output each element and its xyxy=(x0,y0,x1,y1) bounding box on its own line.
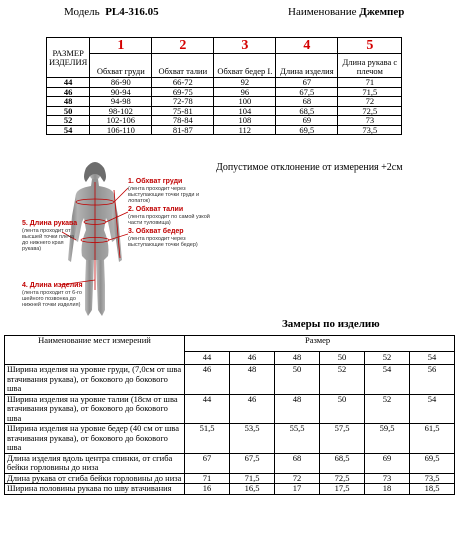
callout-title: 4. Длина изделия xyxy=(22,282,83,289)
size-cell: 52 xyxy=(47,116,90,126)
size-cell: 46 xyxy=(47,87,90,97)
value-cell: 100 xyxy=(214,97,276,107)
measurement-value: 18,5 xyxy=(410,484,455,495)
callout-chest xyxy=(128,178,213,204)
callout-text: (лента проходит от 6-го шейного позвонка до нижней точки изделия) xyxy=(22,289,82,308)
measurement-name: Длина рукава от сгиба бейки горловины до низа xyxy=(5,473,185,484)
measurement-value: 61,5 xyxy=(410,424,455,454)
measurement-value: 46 xyxy=(185,365,230,395)
col-header: Обхват груди xyxy=(90,54,152,78)
size-label: 52 xyxy=(365,352,410,365)
model-label: Модель xyxy=(64,6,100,18)
size-row xyxy=(47,78,402,88)
size-cell: 54 xyxy=(47,125,90,135)
size-label: 54 xyxy=(410,352,455,365)
measurement-value: 52 xyxy=(365,394,410,424)
value-cell: 69 xyxy=(276,116,338,126)
value-cell: 69-75 xyxy=(152,87,214,97)
measurement-value: 72,5 xyxy=(320,473,365,484)
measurement-value: 72 xyxy=(275,473,320,484)
value-cell: 66-72 xyxy=(152,78,214,88)
col-header: Длина изделия xyxy=(276,54,338,78)
value-cell: 75-81 xyxy=(152,106,214,116)
measurement-value: 18 xyxy=(365,484,410,495)
measurement-value: 53,5 xyxy=(230,424,275,454)
measurement-value: 73,5 xyxy=(410,473,455,484)
value-cell: 68 xyxy=(276,97,338,107)
measurements-title: Замеры по изделию xyxy=(282,318,380,330)
callout-text: (лента проходит от высшей точки плеча до нижнего края рукава) xyxy=(22,227,74,252)
callout-title: 1. Обхват груди xyxy=(128,178,183,185)
measurement-value: 51,5 xyxy=(185,424,230,454)
size-row xyxy=(47,116,402,126)
callout-sleeve xyxy=(22,220,80,252)
measurement-value: 50 xyxy=(275,365,320,395)
size-chart-table xyxy=(46,37,402,135)
callout-title: 5. Длина рукава xyxy=(22,220,78,227)
col-number: 3 xyxy=(214,38,276,54)
measurement-value: 57,5 xyxy=(320,424,365,454)
value-cell: 102-106 xyxy=(90,116,152,126)
value-cell: 71,5 xyxy=(338,87,402,97)
callout-length xyxy=(22,282,94,308)
value-cell: 90-94 xyxy=(90,87,152,97)
value-cell: 72 xyxy=(338,97,402,107)
measurement-row xyxy=(5,473,455,484)
callout-text: (лента проходит через выступающие точки груди и лопаток) xyxy=(128,185,200,204)
size-label: 44 xyxy=(185,352,230,365)
value-cell: 96 xyxy=(214,87,276,97)
measurement-value: 68,5 xyxy=(320,453,365,473)
measurement-value: 44 xyxy=(185,394,230,424)
value-cell: 108 xyxy=(214,116,276,126)
col-number: 1 xyxy=(90,38,152,54)
measurement-value: 69 xyxy=(365,453,410,473)
measurement-row xyxy=(5,365,455,395)
value-cell: 106-110 xyxy=(90,125,152,135)
measurement-name: Ширина изделия на уровне груди, (7,0см от шва втачивания рукава), от бокового до бокового шва xyxy=(5,365,185,395)
value-cell: 78-84 xyxy=(152,116,214,126)
measurement-figure xyxy=(0,160,215,320)
size-cell: 48 xyxy=(47,97,90,107)
value-cell: 73 xyxy=(338,116,402,126)
value-cell: 112 xyxy=(214,125,276,135)
measurements-table xyxy=(4,335,455,495)
value-cell: 71 xyxy=(338,78,402,88)
size-column-header: РАЗМЕР ИЗДЕЛИЯ xyxy=(47,38,90,78)
callout-hips xyxy=(128,228,213,248)
measurement-name-header: Наименование мест измерений xyxy=(5,336,185,365)
value-cell: 67,5 xyxy=(276,87,338,97)
measurement-value: 17,5 xyxy=(320,484,365,495)
measurement-row xyxy=(5,394,455,424)
measurement-name: Ширина изделия на уровне бедер (40 см от шва втачивания рукава), от бокового до бокового шва xyxy=(5,424,185,454)
measurement-value: 55,5 xyxy=(275,424,320,454)
col-number: 4 xyxy=(276,38,338,54)
measurement-value: 68 xyxy=(275,453,320,473)
size-cell: 50 xyxy=(47,106,90,116)
measurement-name: Ширина изделия на уровне талии (18см от шва втачивания рукава), от бокового до бокового шва xyxy=(5,394,185,424)
value-cell: 72,5 xyxy=(338,106,402,116)
measurement-value: 16 xyxy=(185,484,230,495)
callout-waist xyxy=(128,206,213,226)
callout-text: (лента проходит по самой узкой части туловища) xyxy=(128,213,210,226)
measurement-value: 16,5 xyxy=(230,484,275,495)
value-cell: 69,5 xyxy=(276,125,338,135)
tolerance-note: Допустимое отклонение от измерения +2см xyxy=(216,162,403,173)
measurement-value: 50 xyxy=(320,394,365,424)
size-label: 46 xyxy=(230,352,275,365)
measurement-value: 46 xyxy=(230,394,275,424)
measurement-value: 54 xyxy=(410,394,455,424)
col-header: Обхват талии xyxy=(152,54,214,78)
measurement-value: 73 xyxy=(365,473,410,484)
measurement-row xyxy=(5,453,455,473)
value-cell: 68,5 xyxy=(276,106,338,116)
measurement-value: 67 xyxy=(185,453,230,473)
measurement-row xyxy=(5,484,455,495)
value-cell: 86-90 xyxy=(90,78,152,88)
measurement-name: Ширина половины рукава по шву втачивания xyxy=(5,484,185,495)
name-label: Наименование xyxy=(288,6,357,18)
col-number: 2 xyxy=(152,38,214,54)
callout-title: 2. Обхват талии xyxy=(128,206,184,213)
model-line xyxy=(64,6,159,18)
value-cell: 72-78 xyxy=(152,97,214,107)
size-label: 48 xyxy=(275,352,320,365)
size-row xyxy=(47,87,402,97)
measurement-name: Длина изделия вдоль центра спинки, от сгиба бейки горловины до низа xyxy=(5,453,185,473)
value-cell: 98-102 xyxy=(90,106,152,116)
measurement-value: 67,5 xyxy=(230,453,275,473)
measurement-value: 54 xyxy=(365,365,410,395)
measurement-value: 71 xyxy=(185,473,230,484)
measurement-value: 52 xyxy=(320,365,365,395)
col-number: 5 xyxy=(338,38,402,54)
value-cell: 92 xyxy=(214,78,276,88)
value-cell: 67 xyxy=(276,78,338,88)
measurement-value: 48 xyxy=(230,365,275,395)
col-header: Обхват бедер I. xyxy=(214,54,276,78)
measurement-value: 48 xyxy=(275,394,320,424)
value-cell: 94-98 xyxy=(90,97,152,107)
size-row xyxy=(47,97,402,107)
measurement-row xyxy=(5,424,455,454)
size-cell: 44 xyxy=(47,78,90,88)
size-label: 50 xyxy=(320,352,365,365)
model-value: PL4-316.05 xyxy=(105,6,159,18)
value-cell: 73,5 xyxy=(338,125,402,135)
size-header: Размер xyxy=(185,336,455,352)
measurement-value: 71,5 xyxy=(230,473,275,484)
size-row xyxy=(47,125,402,135)
value-cell: 104 xyxy=(214,106,276,116)
callout-text: (лента проходит через выступающие точки бедер) xyxy=(128,235,198,248)
callout-title: 3. Обхват бедер xyxy=(128,228,184,235)
name-line xyxy=(288,6,404,18)
col-header: Длина рукава с плечом xyxy=(338,54,402,78)
measurement-value: 17 xyxy=(275,484,320,495)
measurement-value: 59,5 xyxy=(365,424,410,454)
measurement-value: 56 xyxy=(410,365,455,395)
size-row xyxy=(47,106,402,116)
name-value: Джемпер xyxy=(359,6,405,18)
value-cell: 81-87 xyxy=(152,125,214,135)
measurement-value: 69,5 xyxy=(410,453,455,473)
